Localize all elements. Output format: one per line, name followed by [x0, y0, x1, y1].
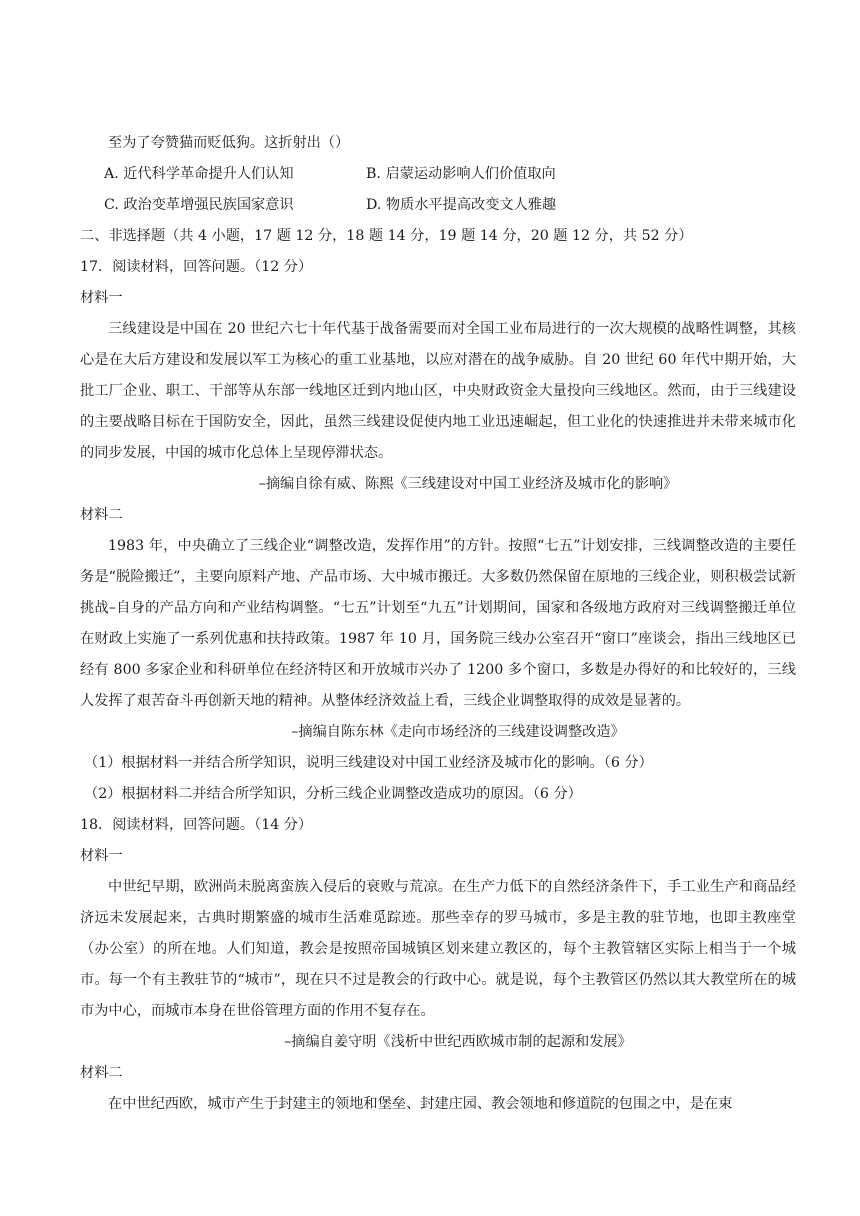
- question-17-title: 17．阅读材料，回答问题。（12 分）: [80, 259, 313, 275]
- option-b: B. 启蒙运动影响人们价值取向: [366, 166, 556, 182]
- option-c: C. 政治变革增强民族国家意识: [104, 197, 294, 213]
- material-source: –摘编自陈东林《走向市场经济的三线建设调整改造》: [291, 724, 625, 740]
- material-source: –摘编自姜守明《浅析中世纪西欧城市制的起源和发展》: [284, 1034, 632, 1050]
- material-label: 材料一: [80, 848, 123, 864]
- material-text: 三线建设是中国在 20 世纪六七十年代基于战备需要而对全国工业布局进行的一次大规模的战略性调整，其核心是在大后方建设和发展以军工为核心的重工业基地，以应对潜在的战争威胁。自 20 世纪 60 年代中期开始，大批工厂企业、职工、干部等从东部一线地区迁到内地山区，中央财政资金大量投向三线地区。然而，由于三线建设的主要战略目标在于国防安全，因此，虽然三线建设促使内地工业迅速崛起，但工业化的快速推进并未带来城市化的同步发展，中国的城市化总体上呈现停滞状态。: [80, 321, 796, 461]
- sub-question-1: （1）根据材料一并结合所学知识，说明三线建设对中国工业经济及城市化的影响。（6 分）: [84, 755, 653, 771]
- section-heading: 二、非选择题（共 4 小题，17 题 12 分，18 题 14 分，19 题 14 分，20 题 12 分，共 52 分）: [80, 228, 693, 244]
- material-label: 材料二: [80, 1065, 123, 1081]
- options-row-1: [80, 159, 796, 190]
- material-source: –摘编自徐有威、陈熙《三线建设对中国工业经济及城市化的影响》: [258, 476, 678, 492]
- option-d: D. 物质水平提高改变文人雅趣: [366, 197, 557, 213]
- options-row-2: [80, 190, 796, 221]
- material-label: 材料二: [80, 507, 123, 523]
- question-16-tail: 至为了夸赞猫而贬低狗。这折射出（）: [108, 135, 350, 151]
- material-text: 在中世纪西欧，城市产生于封建主的领地和堡垒、封建庄园、教会领地和修道院的包围之中，是在束: [108, 1096, 733, 1112]
- material-text: 中世纪早期，欧洲尚未脱离蛮族入侵后的衰败与荒凉。在生产力低下的自然经济条件下，手工业生产和商品经济远未发展起来，古典时期繁盛的城市生活难觅踪迹。那些幸存的罗马城市，多是主教的驻节地，也即主教座堂（办公室）的所在地。人们知道，教会是按照帝国城镇区划来建立教区的，每个主教管辖区实际上相当于一个城市。每一个有主教驻节的“城市”，现在只不过是教会的行政中心。就是说，每个主教管区仍然以其大教堂所在的城市为中心，而城市本身在世俗管理方面的作用不复存在。: [80, 879, 796, 1019]
- sub-question-2: （2）根据材料二并结合所学知识，分析三线企业调整改造成功的原因。（6 分）: [84, 786, 582, 802]
- exam-page: [80, 128, 796, 1120]
- material-text: 1983 年，中央确立了三线企业“调整改造，发挥作用”的方针。按照“七五”计划安排，三线调整改造的主要任务是“脱险搬迁”，主要向原料产地、产品市场、大中城市搬迁。大多数仍然保留在原地的三线企业，则积极尝试新挑战–自身的产品方向和产业结构调整。“七五”计划至“九五”计划期间，国家和各级地方政府对三线调整搬迁单位在财政上实施了一系列优惠和扶持政策。1987 年 10 月，国务院三线办公室召开“窗口”座谈会，指出三线地区已经有 800 多家企业和科研单位在经济特区和开放城市兴办了 1200 多个窗口，多数是办得好的和比较好的，三线人发挥了艰苦奋斗再创新天地的精神。从整体经济效益上看，三线企业调整取得的成效是显著的。: [80, 538, 796, 709]
- material-label: 材料一: [80, 290, 123, 306]
- question-18-title: 18．阅读材料，回答问题。（14 分）: [80, 817, 313, 833]
- option-a: A. 近代科学革命提升人们认知: [104, 166, 294, 182]
